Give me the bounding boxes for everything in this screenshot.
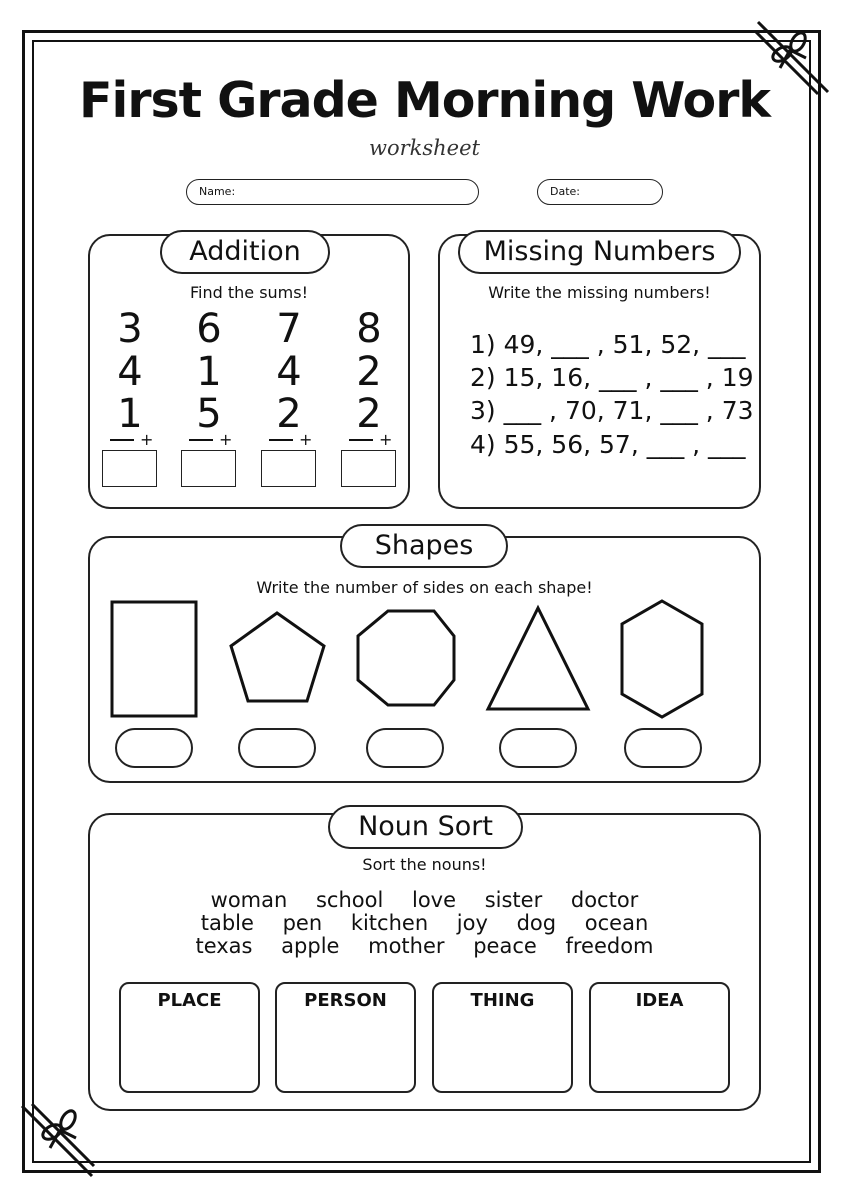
sort-box-thing[interactable]: THING	[432, 982, 573, 1093]
hexagon-shape	[622, 601, 702, 717]
shape-answer-oval[interactable]	[238, 728, 316, 768]
answer-box[interactable]	[341, 450, 396, 487]
answer-box[interactable]	[261, 450, 316, 487]
shape-answer-oval[interactable]	[624, 728, 702, 768]
sequence-line: 2) 15, 16, ___ , ___ , 19	[470, 363, 754, 392]
sum-line	[189, 439, 213, 441]
triangle-shape	[488, 608, 588, 709]
bow-icon	[18, 1100, 98, 1180]
page-subtitle: worksheet	[369, 136, 480, 160]
sum-line	[349, 439, 373, 441]
name-field[interactable]: Name:	[186, 179, 479, 205]
sequence-line: 1) 49, ___ , 51, 52, ___	[470, 330, 746, 359]
missing-numbers-instruction: Write the missing numbers!	[488, 283, 711, 302]
shape-answer-oval[interactable]	[366, 728, 444, 768]
addend-2: 4	[276, 349, 302, 395]
addend-3: 2	[356, 391, 382, 437]
sequence-line: 3) ___ , 70, 71, ___ , 73	[470, 396, 754, 425]
sum-line	[110, 439, 134, 441]
addition-instruction: Find the sums!	[189, 283, 309, 302]
addend-2: 4	[117, 349, 143, 395]
shape-answer-oval[interactable]	[499, 728, 577, 768]
plus-sign: +	[299, 430, 313, 449]
addend-2: 1	[196, 349, 222, 395]
addend-2: 2	[356, 349, 382, 395]
noun-word-row: table pen kitchen joy dog ocean	[200, 911, 649, 935]
answer-box[interactable]	[102, 450, 157, 487]
noun-sort-instruction: Sort the nouns!	[362, 855, 487, 874]
shapes-instruction: Write the number of sides on each shape!	[256, 578, 593, 597]
sort-box-person[interactable]: PERSON	[275, 982, 416, 1093]
addend-3: 5	[196, 391, 222, 437]
sort-box-idea[interactable]: IDEA	[589, 982, 730, 1093]
addend-1: 3	[117, 306, 143, 352]
shape-answer-oval[interactable]	[115, 728, 193, 768]
sum-line	[269, 439, 293, 441]
addend-1: 7	[276, 306, 302, 352]
addend-1: 8	[356, 306, 382, 352]
noun-word-row: woman school love sister doctor	[210, 888, 639, 912]
addend-3: 2	[276, 391, 302, 437]
sort-box-place[interactable]: PLACE	[119, 982, 260, 1093]
addition-heading: Addition	[160, 230, 330, 274]
shapes-row	[88, 590, 761, 730]
addend-1: 6	[196, 306, 222, 352]
noun-word-row: texas apple mother peace freedom	[195, 934, 654, 958]
answer-box[interactable]	[181, 450, 236, 487]
plus-sign: +	[379, 430, 393, 449]
addend-3: 1	[117, 391, 143, 437]
shapes-heading: Shapes	[340, 524, 508, 568]
sequence-line: 4) 55, 56, 57, ___ , ___	[470, 430, 746, 459]
noun-sort-heading: Noun Sort	[328, 805, 523, 849]
rectangle-shape	[112, 602, 196, 716]
date-field[interactable]: Date:	[537, 179, 663, 205]
page-title: First Grade Morning Work	[79, 72, 770, 129]
octagon-shape	[358, 611, 454, 705]
pentagon-shape	[231, 613, 324, 701]
plus-sign: +	[219, 430, 233, 449]
plus-sign: +	[140, 430, 154, 449]
missing-numbers-heading: Missing Numbers	[458, 230, 741, 274]
